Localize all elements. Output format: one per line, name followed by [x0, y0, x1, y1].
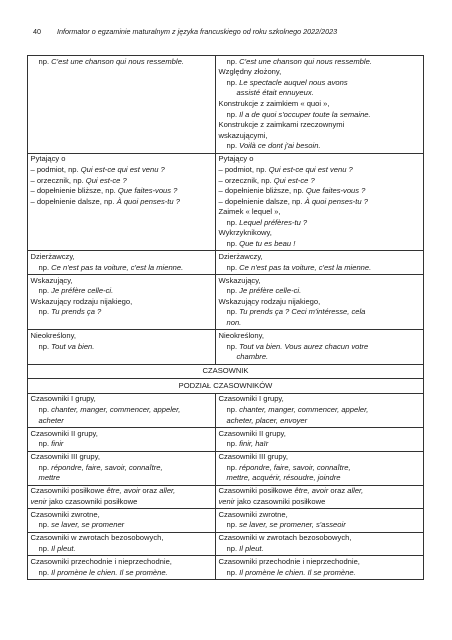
table-line	[31, 186, 213, 197]
example-text: Le spectacle auquel nous avons	[239, 77, 348, 87]
example-text: Tu prends ça ? Ceci m'intéresse, cela	[239, 307, 366, 317]
table-line	[219, 67, 421, 78]
table-line	[219, 197, 421, 208]
example-text: chambre.	[236, 352, 269, 362]
label-text: Czasowniki zwrotne,	[30, 509, 100, 519]
example-text: chanter, manger, commencer, appeler,	[51, 404, 181, 414]
label-text: np.	[38, 544, 52, 554]
right-column-cell	[216, 56, 424, 154]
table-row	[28, 485, 424, 509]
table-line	[219, 165, 421, 176]
label-text: np.	[38, 404, 52, 414]
table-row	[28, 556, 424, 580]
table-line	[219, 568, 421, 579]
table-line	[31, 331, 213, 342]
running-title: Informator o egzaminie maturalnym z języka francuskiego od roku szkolnego 2022/2023	[57, 27, 338, 36]
left-column-cell	[28, 556, 216, 580]
label-text: Pytający o	[30, 154, 66, 164]
example-text: Qui est-ce ?	[85, 175, 127, 185]
label-text: Czasowniki w zwrotach bezosobowych,	[218, 533, 352, 543]
table-line	[31, 405, 213, 416]
label-text: Wskazujący rodzaju nijakiego,	[218, 296, 321, 306]
left-column-cell	[28, 485, 216, 509]
table-line	[219, 110, 421, 121]
table-line	[219, 557, 421, 568]
left-column-cell	[28, 251, 216, 275]
label-text: – dopełnienie dalsze, np.	[30, 196, 117, 206]
example-text: Je préfère celle-ci.	[239, 286, 302, 296]
example-text: Il pleut.	[51, 544, 76, 554]
table-line	[31, 463, 213, 474]
example-text: Tu prends ça ?	[51, 307, 102, 317]
table-row	[28, 532, 424, 556]
example-text: répondre, faire, savoir, connaître,	[51, 462, 163, 472]
table-line	[31, 416, 213, 427]
table-line	[219, 533, 421, 544]
running-header	[33, 27, 423, 36]
table-line	[31, 510, 213, 521]
table-line	[219, 99, 421, 110]
label-text: Pytający o	[218, 154, 254, 164]
table-row	[28, 153, 424, 251]
example-text: acheter, placer, envoyer	[226, 415, 308, 425]
label-text: np.	[226, 286, 240, 296]
table-line	[219, 297, 421, 308]
grammar-table	[27, 55, 424, 580]
example-text: À quoi penses-tu ?	[304, 196, 368, 206]
label-text: np.	[38, 56, 52, 66]
label-text: Konstrukcje z zaimkiem « quoi »,	[218, 98, 330, 108]
table-line	[219, 429, 421, 440]
label-text: Czasowniki w zwrotach bezosobowych,	[30, 533, 164, 543]
label-text: np.	[226, 307, 240, 317]
table-line	[219, 352, 421, 363]
table-line	[219, 510, 421, 521]
label-text: Dzierżawczy,	[30, 252, 75, 262]
right-column-cell	[216, 330, 424, 364]
label-text: Dzierżawczy,	[218, 252, 263, 262]
label-text: Czasowniki III grupy,	[218, 452, 288, 462]
example-text: Qui est-ce qui est venu ?	[268, 164, 353, 174]
left-column-cell	[28, 275, 216, 330]
left-column-cell	[28, 532, 216, 556]
table-line	[31, 452, 213, 463]
right-column-cell	[216, 532, 424, 556]
example-text: finir	[51, 439, 64, 449]
example-text: mettre	[38, 473, 61, 483]
table-line	[219, 394, 421, 405]
example-text: répondre, faire, savoir, connaître,	[239, 462, 351, 472]
label-text: Zaimek « lequel »,	[218, 207, 281, 217]
table-line	[219, 141, 421, 152]
left-column-cell	[28, 393, 216, 427]
label-text: jako czasowniki posiłkowe	[46, 496, 138, 506]
example-text: aller,	[347, 486, 364, 496]
table-line	[31, 520, 213, 531]
table-line	[31, 154, 213, 165]
label-text: np.	[226, 567, 240, 577]
left-column-cell	[28, 509, 216, 533]
table-line	[219, 78, 421, 89]
table-line	[219, 318, 421, 329]
table-line	[31, 568, 213, 579]
label-text: np.	[38, 462, 52, 472]
label-text: np.	[226, 520, 240, 530]
example-text: C'est une chanson qui nous ressemble.	[51, 56, 184, 66]
right-column-cell	[216, 275, 424, 330]
table-line	[219, 228, 421, 239]
example-text: Tout va bien.	[51, 341, 95, 351]
table-line	[219, 405, 421, 416]
table-row	[28, 251, 424, 275]
table-line	[31, 473, 213, 484]
table-line	[219, 218, 421, 229]
example-text: être, avoir	[106, 486, 141, 496]
table-line	[219, 286, 421, 297]
grammar-table-body	[28, 56, 424, 580]
right-column-cell	[216, 485, 424, 509]
label-text: Czasowniki przechodnie i nieprzechodnie,	[218, 557, 360, 567]
label-text: np.	[226, 544, 240, 554]
label-text: Czasowniki posiłkowe	[218, 486, 295, 496]
label-text: np.	[38, 341, 52, 351]
section-heading: PODZIAŁ CZASOWNIKÓW	[28, 379, 424, 394]
left-column-cell	[28, 153, 216, 251]
label-text: – podmiot, np.	[30, 164, 81, 174]
label-text: np.	[38, 262, 52, 272]
label-text: Nieokreślony,	[30, 331, 76, 340]
table-line	[219, 207, 421, 218]
right-column-cell	[216, 556, 424, 580]
table-line	[219, 263, 421, 274]
example-text: Tout va bien. Vous aurez chacun votre	[239, 341, 369, 351]
table-line	[31, 297, 213, 308]
label-text: Czasowniki posiłkowe	[30, 486, 107, 496]
label-text: Czasowniki przechodnie i nieprzechodnie,	[30, 557, 172, 567]
left-column-cell	[28, 56, 216, 154]
table-line	[219, 307, 421, 318]
table-line	[219, 120, 421, 131]
table-line	[31, 286, 213, 297]
example-text: Que faites-vous ?	[117, 186, 178, 196]
label-text: Wykrzyknikowy,	[218, 228, 272, 238]
right-column-cell	[216, 153, 424, 251]
label-text: Czasowniki II grupy,	[30, 428, 98, 438]
example-text: se laver, se promener, s'asseoir	[239, 520, 346, 530]
label-text: – dopełnienie bliższe, np.	[218, 186, 306, 196]
table-line	[219, 439, 421, 450]
label-text: np.	[226, 462, 240, 472]
table-row	[28, 451, 424, 485]
table-line	[219, 88, 421, 99]
label-text: Wskazujący rodzaju nijakiego,	[30, 296, 133, 306]
example-text: acheter	[38, 415, 64, 425]
right-column-cell	[216, 451, 424, 485]
table-line	[31, 252, 213, 263]
example-text: finir, haïr	[239, 439, 269, 449]
table-line	[219, 416, 421, 427]
label-text: np.	[226, 439, 240, 449]
example-text: C'est une chanson qui nous ressemble.	[239, 56, 372, 66]
label-text: np.	[38, 567, 52, 577]
page-number: 40	[33, 27, 41, 36]
table-row	[28, 364, 424, 379]
table-row	[28, 56, 424, 154]
table-line	[31, 307, 213, 318]
table-line	[219, 131, 421, 142]
label-text: Względny złożony,	[218, 67, 282, 77]
label-text: Czasowniki II grupy,	[218, 428, 286, 438]
example-text: Il promène le chien. Il se promène.	[51, 567, 168, 577]
table-line	[219, 452, 421, 463]
table-line	[31, 394, 213, 405]
label-text: jako czasowniki posiłkowe	[234, 496, 326, 506]
label-text: np.	[38, 286, 52, 296]
table-line	[31, 533, 213, 544]
table-line	[31, 497, 213, 508]
left-column-cell	[28, 451, 216, 485]
table-line	[31, 57, 213, 68]
label-text: np.	[226, 239, 240, 249]
label-text: Czasowniki zwrotne,	[218, 509, 288, 519]
table-line	[31, 544, 213, 555]
table-line	[219, 239, 421, 250]
label-text: Wskazujący,	[30, 275, 73, 285]
table-row	[28, 275, 424, 330]
label-text: Czasowniki III grupy,	[30, 452, 100, 462]
right-column-cell	[216, 509, 424, 533]
table-line	[219, 186, 421, 197]
example-text: Lequel préfères-tu ?	[239, 217, 308, 227]
label-text: np.	[226, 56, 240, 66]
table-line	[219, 331, 421, 342]
table-line	[219, 154, 421, 165]
example-text: aller,	[159, 486, 176, 496]
table-line	[31, 342, 213, 353]
label-text: np.	[226, 262, 240, 272]
table-line	[219, 276, 421, 287]
section-heading: CZASOWNIK	[28, 364, 424, 379]
example-text: Qui est-ce qui est venu ?	[80, 164, 165, 174]
table-line	[219, 486, 421, 497]
example-text: venir	[30, 496, 47, 506]
table-line	[219, 473, 421, 484]
example-text: Il promène le chien. Il se promène.	[239, 567, 356, 577]
left-column-cell	[28, 330, 216, 364]
example-text: se laver, se promener	[51, 520, 125, 530]
label-text: – orzecznik, np.	[30, 175, 86, 185]
label-text: Nieokreślony,	[218, 331, 264, 340]
example-text: Que tu es beau !	[239, 239, 296, 249]
label-text: np.	[38, 439, 52, 449]
label-text: – podmiot, np.	[218, 164, 269, 174]
table-line	[31, 197, 213, 208]
example-text: assisté était ennuyeux.	[236, 88, 314, 98]
label-text: Czasowniki I grupy,	[218, 394, 284, 404]
example-text: À quoi penses-tu ?	[116, 196, 180, 206]
label-text: np.	[38, 520, 52, 530]
label-text: – orzecznik, np.	[218, 175, 274, 185]
table-line	[31, 486, 213, 497]
example-text: Ce n'est pas ta voiture, c'est la mienne.	[239, 262, 372, 272]
table-row	[28, 509, 424, 533]
label-text: Konstrukcje z zaimkami rzeczownymi	[218, 120, 345, 130]
label-text: wskazującymi,	[218, 130, 268, 140]
left-column-cell	[28, 427, 216, 451]
example-text: être, avoir	[294, 486, 329, 496]
label-text: np.	[226, 109, 240, 119]
table-line	[31, 429, 213, 440]
example-text: Que faites-vous ?	[305, 186, 366, 196]
table-line	[219, 342, 421, 353]
label-text: np.	[226, 141, 240, 151]
label-text: – dopełnienie dalsze, np.	[218, 196, 305, 206]
example-text: chanter, manger, commencer, appeler,	[239, 404, 369, 414]
table-line	[219, 57, 421, 68]
label-text: np.	[38, 307, 52, 317]
example-text: Qui est-ce ?	[273, 175, 315, 185]
table-line	[31, 276, 213, 287]
table-line	[219, 176, 421, 187]
table-line	[31, 176, 213, 187]
table-line	[31, 263, 213, 274]
example-text: Voilà ce dont j'ai besoin.	[239, 141, 321, 151]
right-column-cell	[216, 251, 424, 275]
label-text: oraz	[140, 486, 160, 496]
label-text: np.	[226, 404, 240, 414]
table-line	[219, 463, 421, 474]
example-text: Il a de quoi s'occuper toute la semaine.	[239, 109, 371, 119]
label-text: np.	[226, 341, 240, 351]
label-text: np.	[226, 77, 240, 87]
example-text: mettre, acquérir, résoudre, joindre	[226, 473, 341, 483]
table-line	[219, 520, 421, 531]
table-line	[31, 557, 213, 568]
example-text: Il pleut.	[239, 544, 264, 554]
table-row	[28, 330, 424, 364]
right-column-cell	[216, 393, 424, 427]
label-text: Wskazujący,	[218, 275, 261, 285]
table-line	[219, 544, 421, 555]
table-row	[28, 379, 424, 394]
table-line	[219, 252, 421, 263]
right-column-cell	[216, 427, 424, 451]
label-text: oraz	[328, 486, 348, 496]
table-line	[219, 497, 421, 508]
table-line	[31, 439, 213, 450]
example-text: Ce n'est pas ta voiture, c'est la mienne.	[51, 262, 184, 272]
label-text: Czasowniki I grupy,	[30, 394, 96, 404]
example-text: venir	[218, 496, 235, 506]
example-text: non.	[226, 318, 242, 328]
label-text: – dopełnienie bliższe, np.	[30, 186, 118, 196]
table-row	[28, 427, 424, 451]
label-text: np.	[226, 217, 240, 227]
example-text: Je préfère celle-ci.	[51, 286, 114, 296]
table-row	[28, 393, 424, 427]
table-line	[31, 165, 213, 176]
